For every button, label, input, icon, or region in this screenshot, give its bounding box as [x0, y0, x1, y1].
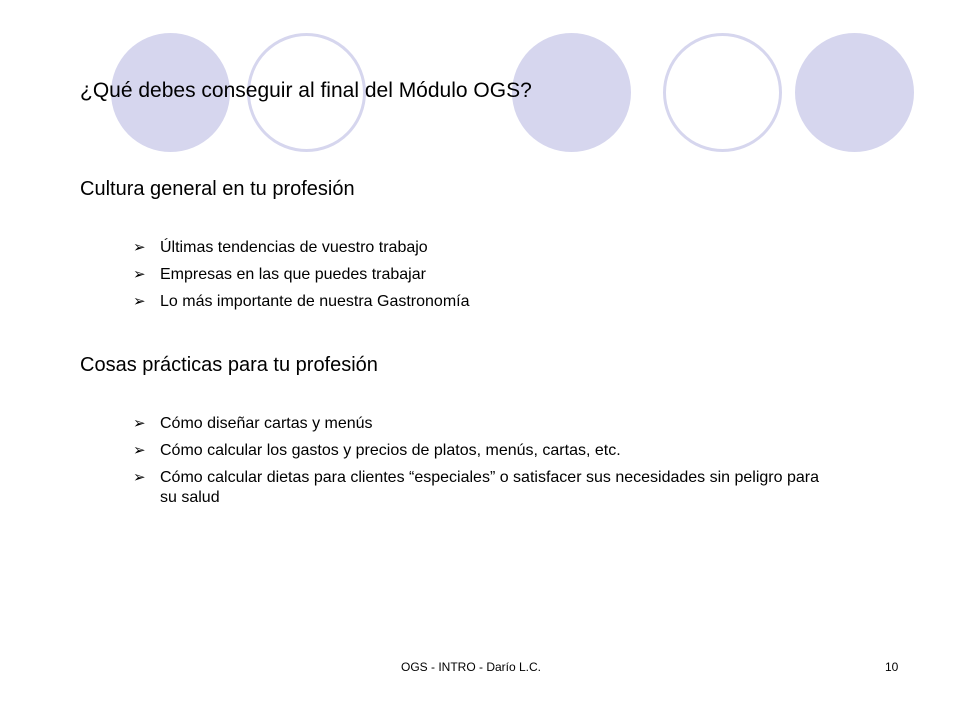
- list-item: [133, 414, 833, 434]
- slide-footer: OGS - INTRO - Darío L.C.: [401, 660, 542, 674]
- list-item-text: Cómo diseñar cartas y menús: [160, 415, 373, 432]
- list-item-text: Cómo calcular los gastos y precios de platos, menús, cartas, etc.: [160, 442, 621, 459]
- list-item-text: Lo más importante de nuestra Gastronomía: [160, 293, 470, 310]
- list-item-text: Cómo calcular dietas para clientes “especiales” o satisfacer sus necesidades sin peligro para su salud: [160, 469, 819, 506]
- arrow-bullet-icon: ➢: [133, 293, 146, 310]
- decorative-circle-filled: [795, 33, 914, 152]
- section-heading-general-culture: Cultura general en tu profesión: [80, 178, 355, 200]
- list-item: [133, 238, 833, 258]
- list-item: [133, 468, 833, 508]
- bullet-list-practical-skills: [133, 414, 833, 515]
- list-item: [133, 441, 833, 461]
- bullet-list-general-culture: [133, 238, 833, 319]
- arrow-bullet-icon: ➢: [133, 442, 146, 459]
- decorative-circle-outline: [663, 33, 782, 152]
- slide-page-number: 10: [885, 660, 899, 674]
- list-item: [133, 265, 833, 285]
- list-item-text: Últimas tendencias de vuestro trabajo: [160, 239, 428, 256]
- arrow-bullet-icon: ➢: [133, 239, 146, 256]
- arrow-bullet-icon: ➢: [133, 266, 146, 283]
- section-heading-practical-skills: Cosas prácticas para tu profesión: [80, 354, 378, 376]
- arrow-bullet-icon: ➢: [133, 415, 146, 432]
- list-item-text: Empresas en las que puedes trabajar: [160, 266, 426, 283]
- slide-title: ¿Qué debes conseguir al final del Módulo OGS?: [80, 79, 532, 102]
- arrow-bullet-icon: ➢: [133, 469, 146, 486]
- list-item: [133, 292, 833, 312]
